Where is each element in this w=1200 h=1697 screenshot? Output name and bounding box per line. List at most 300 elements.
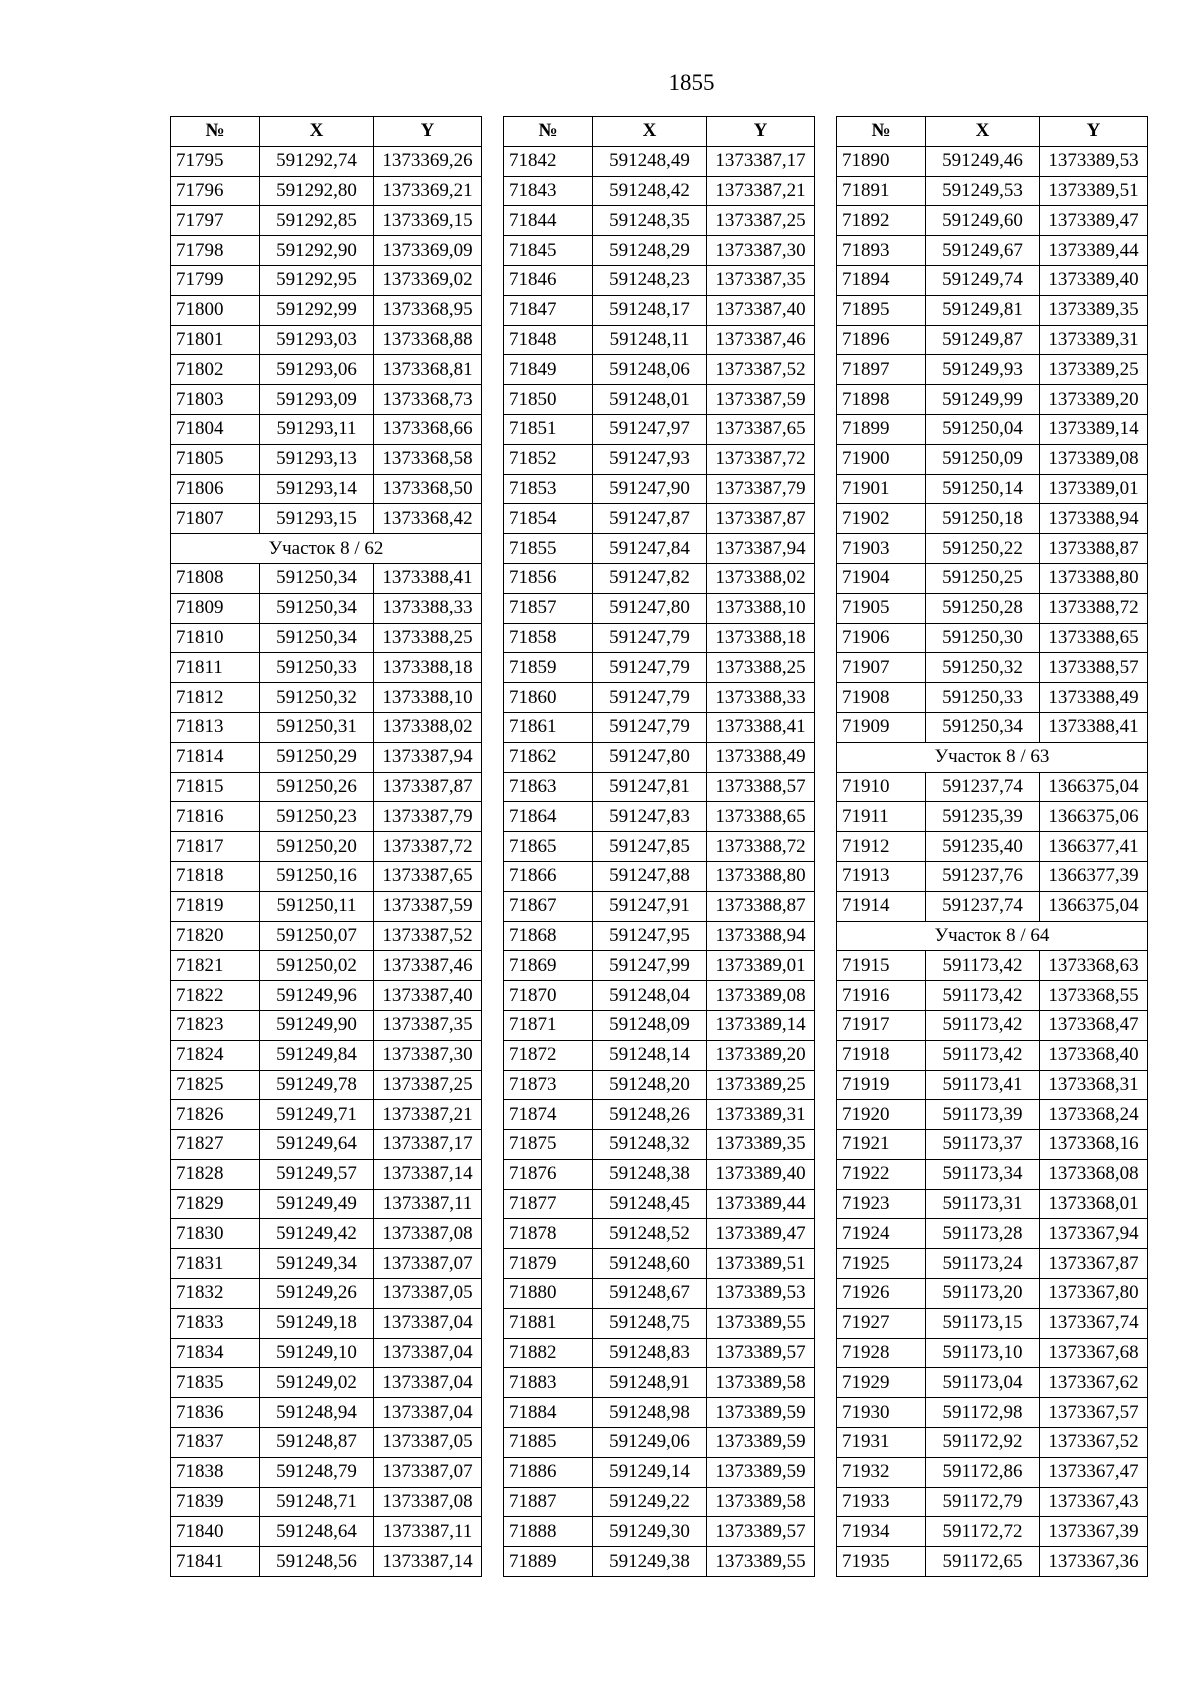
point-number: 71903 <box>837 534 926 564</box>
table-row <box>837 236 1148 266</box>
y-coordinate: 1373389,51 <box>1040 176 1148 206</box>
x-coordinate: 591249,87 <box>926 325 1040 355</box>
x-coordinate: 591292,80 <box>260 176 374 206</box>
point-number: 71914 <box>837 891 926 921</box>
point-number: 71893 <box>837 236 926 266</box>
y-coordinate: 1373389,47 <box>1040 206 1148 236</box>
x-coordinate: 591173,42 <box>926 1040 1040 1070</box>
x-coordinate: 591292,99 <box>260 295 374 325</box>
point-number: 71915 <box>837 951 926 981</box>
x-coordinate: 591247,85 <box>593 832 707 862</box>
y-coordinate: 1373387,40 <box>374 981 482 1011</box>
point-number: 71904 <box>837 563 926 593</box>
table-row <box>837 1010 1148 1040</box>
x-coordinate: 591173,20 <box>926 1279 1040 1309</box>
coordinates-table-2 <box>503 116 815 1577</box>
point-number: 71809 <box>171 593 260 623</box>
point-number: 71917 <box>837 1010 926 1040</box>
y-coordinate: 1373389,40 <box>707 1159 815 1189</box>
y-coordinate: 1373387,08 <box>374 1487 482 1517</box>
y-coordinate: 1373388,41 <box>1040 712 1148 742</box>
point-number: 71841 <box>171 1547 260 1577</box>
table-row <box>504 1398 815 1428</box>
section-row <box>837 742 1148 772</box>
table-row <box>171 891 482 921</box>
table-row <box>171 1040 482 1070</box>
y-coordinate: 1373388,80 <box>707 861 815 891</box>
point-number: 71845 <box>504 236 593 266</box>
x-coordinate: 591173,42 <box>926 951 1040 981</box>
table-row <box>837 1100 1148 1130</box>
x-coordinate: 591248,60 <box>593 1249 707 1279</box>
point-number: 71928 <box>837 1338 926 1368</box>
point-number: 71823 <box>171 1010 260 1040</box>
y-coordinate: 1373367,87 <box>1040 1249 1148 1279</box>
y-coordinate: 1373388,02 <box>707 563 815 593</box>
x-coordinate: 591248,32 <box>593 1130 707 1160</box>
table-row <box>171 802 482 832</box>
y-coordinate: 1373387,04 <box>374 1338 482 1368</box>
x-coordinate: 591248,06 <box>593 355 707 385</box>
table-row <box>171 1070 482 1100</box>
table-row <box>837 1338 1148 1368</box>
table-row <box>171 1428 482 1458</box>
table-row <box>504 593 815 623</box>
y-coordinate: 1373389,59 <box>707 1428 815 1458</box>
y-coordinate: 1373387,94 <box>707 534 815 564</box>
table-row <box>837 325 1148 355</box>
point-number: 71908 <box>837 683 926 713</box>
y-coordinate: 1373388,94 <box>1040 504 1148 534</box>
table-row <box>837 832 1148 862</box>
x-coordinate: 591173,34 <box>926 1159 1040 1189</box>
page-number: 1855 <box>668 70 715 95</box>
point-number: 71821 <box>171 951 260 981</box>
y-coordinate: 1373389,08 <box>707 981 815 1011</box>
x-coordinate: 591247,91 <box>593 891 707 921</box>
section-row <box>171 534 482 564</box>
x-coordinate: 591249,90 <box>260 1010 374 1040</box>
point-number: 71878 <box>504 1219 593 1249</box>
x-coordinate: 591249,53 <box>926 176 1040 206</box>
point-number: 71844 <box>504 206 593 236</box>
table-row <box>504 1547 815 1577</box>
y-coordinate: 1373389,14 <box>1040 414 1148 444</box>
section-title: Участок 8 / 62 <box>171 534 482 564</box>
y-coordinate: 1373388,33 <box>707 683 815 713</box>
table-row <box>504 176 815 206</box>
y-coordinate: 1373388,57 <box>707 772 815 802</box>
x-coordinate: 591172,98 <box>926 1398 1040 1428</box>
table-row <box>504 653 815 683</box>
table-row <box>837 385 1148 415</box>
point-number: 71924 <box>837 1219 926 1249</box>
table-row <box>171 504 482 534</box>
point-number: 71852 <box>504 444 593 474</box>
point-number: 71797 <box>171 206 260 236</box>
column-header-x: X <box>926 117 1040 147</box>
table-row <box>171 1487 482 1517</box>
table-row <box>837 593 1148 623</box>
y-coordinate: 1373388,80 <box>1040 563 1148 593</box>
x-coordinate: 591250,33 <box>926 683 1040 713</box>
table-row <box>171 474 482 504</box>
x-coordinate: 591247,79 <box>593 623 707 653</box>
y-coordinate: 1373389,40 <box>1040 265 1148 295</box>
point-number: 71827 <box>171 1130 260 1160</box>
x-coordinate: 591249,22 <box>593 1487 707 1517</box>
point-number: 71813 <box>171 712 260 742</box>
y-coordinate: 1373369,02 <box>374 265 482 295</box>
x-coordinate: 591173,10 <box>926 1338 1040 1368</box>
table-row <box>504 385 815 415</box>
y-coordinate: 1373389,58 <box>707 1368 815 1398</box>
point-number: 71806 <box>171 474 260 504</box>
x-coordinate: 591248,45 <box>593 1189 707 1219</box>
y-coordinate: 1373368,73 <box>374 385 482 415</box>
table-row <box>837 295 1148 325</box>
y-coordinate: 1373369,09 <box>374 236 482 266</box>
y-coordinate: 1373389,31 <box>1040 325 1148 355</box>
table-row <box>504 1249 815 1279</box>
x-coordinate: 591250,09 <box>926 444 1040 474</box>
y-coordinate: 1373387,11 <box>374 1189 482 1219</box>
point-number: 71868 <box>504 921 593 951</box>
y-coordinate: 1373387,17 <box>374 1130 482 1160</box>
x-coordinate: 591249,67 <box>926 236 1040 266</box>
point-number: 71869 <box>504 951 593 981</box>
table-row <box>504 1368 815 1398</box>
x-coordinate: 591250,34 <box>926 712 1040 742</box>
point-number: 71879 <box>504 1249 593 1279</box>
y-coordinate: 1373387,25 <box>374 1070 482 1100</box>
y-coordinate: 1373387,72 <box>374 832 482 862</box>
x-coordinate: 591293,03 <box>260 325 374 355</box>
point-number: 71807 <box>171 504 260 534</box>
y-coordinate: 1373389,01 <box>1040 474 1148 504</box>
point-number: 71831 <box>171 1249 260 1279</box>
y-coordinate: 1373389,25 <box>707 1070 815 1100</box>
x-coordinate: 591292,74 <box>260 146 374 176</box>
point-number: 71857 <box>504 593 593 623</box>
x-coordinate: 591248,52 <box>593 1219 707 1249</box>
x-coordinate: 591173,42 <box>926 981 1040 1011</box>
y-coordinate: 1373367,74 <box>1040 1308 1148 1338</box>
point-number: 71820 <box>171 921 260 951</box>
y-coordinate: 1373387,05 <box>374 1428 482 1458</box>
point-number: 71890 <box>837 146 926 176</box>
x-coordinate: 591248,09 <box>593 1010 707 1040</box>
y-coordinate: 1373387,21 <box>707 176 815 206</box>
x-coordinate: 591248,26 <box>593 1100 707 1130</box>
x-coordinate: 591248,42 <box>593 176 707 206</box>
point-number: 71810 <box>171 623 260 653</box>
point-number: 71933 <box>837 1487 926 1517</box>
y-coordinate: 1373388,41 <box>374 563 482 593</box>
point-number: 71902 <box>837 504 926 534</box>
x-coordinate: 591249,78 <box>260 1070 374 1100</box>
point-number: 71927 <box>837 1308 926 1338</box>
point-number: 71930 <box>837 1398 926 1428</box>
point-number: 71840 <box>171 1517 260 1547</box>
x-coordinate: 591249,14 <box>593 1457 707 1487</box>
point-number: 71812 <box>171 683 260 713</box>
point-number: 71901 <box>837 474 926 504</box>
y-coordinate: 1373369,26 <box>374 146 482 176</box>
point-number: 71853 <box>504 474 593 504</box>
table-row <box>171 1308 482 1338</box>
y-coordinate: 1373387,07 <box>374 1249 482 1279</box>
y-coordinate: 1373389,51 <box>707 1249 815 1279</box>
y-coordinate: 1373387,17 <box>707 146 815 176</box>
table-row <box>504 1159 815 1189</box>
table-row <box>171 1010 482 1040</box>
x-coordinate: 591250,16 <box>260 861 374 891</box>
table-row <box>171 265 482 295</box>
point-number: 71896 <box>837 325 926 355</box>
table-row <box>504 772 815 802</box>
table-row <box>504 921 815 951</box>
table-row <box>837 1398 1148 1428</box>
column-header-y: Y <box>1040 117 1148 147</box>
table-row <box>171 653 482 683</box>
table-row <box>504 1010 815 1040</box>
y-coordinate: 1373387,11 <box>374 1517 482 1547</box>
x-coordinate: 591249,96 <box>260 981 374 1011</box>
x-coordinate: 591247,79 <box>593 683 707 713</box>
x-coordinate: 591173,39 <box>926 1100 1040 1130</box>
table-row <box>837 653 1148 683</box>
y-coordinate: 1373368,66 <box>374 414 482 444</box>
x-coordinate: 591250,26 <box>260 772 374 802</box>
x-coordinate: 591247,87 <box>593 504 707 534</box>
table-row <box>504 236 815 266</box>
point-number: 71798 <box>171 236 260 266</box>
point-number: 71910 <box>837 772 926 802</box>
table-row <box>171 1279 482 1309</box>
table-row <box>504 414 815 444</box>
table-row <box>171 1249 482 1279</box>
x-coordinate: 591248,67 <box>593 1279 707 1309</box>
x-coordinate: 591248,64 <box>260 1517 374 1547</box>
x-coordinate: 591248,91 <box>593 1368 707 1398</box>
point-number: 71907 <box>837 653 926 683</box>
table-row <box>837 265 1148 295</box>
y-coordinate: 1373389,55 <box>707 1308 815 1338</box>
x-coordinate: 591293,06 <box>260 355 374 385</box>
y-coordinate: 1373387,05 <box>374 1279 482 1309</box>
x-coordinate: 591247,84 <box>593 534 707 564</box>
table-row <box>837 772 1148 802</box>
y-coordinate: 1373387,65 <box>374 861 482 891</box>
table-row <box>837 1368 1148 1398</box>
x-coordinate: 591248,79 <box>260 1457 374 1487</box>
point-number: 71934 <box>837 1517 926 1547</box>
point-number: 71865 <box>504 832 593 862</box>
point-number: 71926 <box>837 1279 926 1309</box>
point-number: 71919 <box>837 1070 926 1100</box>
y-coordinate: 1373389,31 <box>707 1100 815 1130</box>
y-coordinate: 1373368,63 <box>1040 951 1148 981</box>
table-row <box>504 951 815 981</box>
table-row <box>171 1100 482 1130</box>
column-header-y: Y <box>707 117 815 147</box>
x-coordinate: 591248,11 <box>593 325 707 355</box>
y-coordinate: 1366377,39 <box>1040 861 1148 891</box>
point-number: 71855 <box>504 534 593 564</box>
y-coordinate: 1373388,87 <box>707 891 815 921</box>
y-coordinate: 1373367,39 <box>1040 1517 1148 1547</box>
y-coordinate: 1373388,10 <box>374 683 482 713</box>
x-coordinate: 591250,04 <box>926 414 1040 444</box>
y-coordinate: 1373387,59 <box>374 891 482 921</box>
table-row <box>504 1070 815 1100</box>
x-coordinate: 591250,33 <box>260 653 374 683</box>
x-coordinate: 591173,41 <box>926 1070 1040 1100</box>
header-row <box>504 117 815 147</box>
y-coordinate: 1366375,04 <box>1040 772 1148 802</box>
y-coordinate: 1373387,46 <box>707 325 815 355</box>
point-number: 71935 <box>837 1547 926 1577</box>
table-row <box>504 891 815 921</box>
table-row <box>171 414 482 444</box>
point-number: 71819 <box>171 891 260 921</box>
point-number: 71916 <box>837 981 926 1011</box>
header-row <box>171 117 482 147</box>
y-coordinate: 1373389,20 <box>1040 385 1148 415</box>
y-coordinate: 1373388,87 <box>1040 534 1148 564</box>
point-number: 71931 <box>837 1428 926 1458</box>
y-coordinate: 1373388,65 <box>1040 623 1148 653</box>
y-coordinate: 1373388,72 <box>707 832 815 862</box>
x-coordinate: 591249,34 <box>260 1249 374 1279</box>
x-coordinate: 591250,31 <box>260 712 374 742</box>
point-number: 71803 <box>171 385 260 415</box>
x-coordinate: 591249,06 <box>593 1428 707 1458</box>
x-coordinate: 591249,64 <box>260 1130 374 1160</box>
point-number: 71872 <box>504 1040 593 1070</box>
y-coordinate: 1373388,49 <box>1040 683 1148 713</box>
point-number: 71886 <box>504 1457 593 1487</box>
table-row <box>171 146 482 176</box>
table-row <box>837 176 1148 206</box>
y-coordinate: 1373388,65 <box>707 802 815 832</box>
point-number: 71888 <box>504 1517 593 1547</box>
y-coordinate: 1373388,57 <box>1040 653 1148 683</box>
x-coordinate: 591250,20 <box>260 832 374 862</box>
y-coordinate: 1373389,08 <box>1040 444 1148 474</box>
point-number: 71932 <box>837 1457 926 1487</box>
table-row <box>504 832 815 862</box>
table-row <box>837 683 1148 713</box>
x-coordinate: 591249,10 <box>260 1338 374 1368</box>
y-coordinate: 1373369,21 <box>374 176 482 206</box>
point-number: 71882 <box>504 1338 593 1368</box>
y-coordinate: 1373387,65 <box>707 414 815 444</box>
y-coordinate: 1373388,02 <box>374 712 482 742</box>
y-coordinate: 1373367,62 <box>1040 1368 1148 1398</box>
x-coordinate: 591247,83 <box>593 802 707 832</box>
y-coordinate: 1373389,14 <box>707 1010 815 1040</box>
x-coordinate: 591250,23 <box>260 802 374 832</box>
point-number: 71811 <box>171 653 260 683</box>
x-coordinate: 591249,74 <box>926 265 1040 295</box>
table-row <box>837 1279 1148 1309</box>
point-number: 71856 <box>504 563 593 593</box>
x-coordinate: 591247,88 <box>593 861 707 891</box>
x-coordinate: 591172,79 <box>926 1487 1040 1517</box>
y-coordinate: 1373387,04 <box>374 1398 482 1428</box>
point-number: 71895 <box>837 295 926 325</box>
point-number: 71849 <box>504 355 593 385</box>
x-coordinate: 591173,42 <box>926 1010 1040 1040</box>
column-header-x: X <box>260 117 374 147</box>
x-coordinate: 591247,82 <box>593 563 707 593</box>
table-row <box>504 1189 815 1219</box>
coordinates-table-1 <box>170 116 482 1577</box>
x-coordinate: 591250,34 <box>260 593 374 623</box>
y-coordinate: 1373387,46 <box>374 951 482 981</box>
y-coordinate: 1373389,59 <box>707 1457 815 1487</box>
x-coordinate: 591292,95 <box>260 265 374 295</box>
table-row <box>837 1219 1148 1249</box>
point-number: 71877 <box>504 1189 593 1219</box>
table-row <box>837 1547 1148 1577</box>
table-row <box>837 1040 1148 1070</box>
point-number: 71911 <box>837 802 926 832</box>
point-number: 71894 <box>837 265 926 295</box>
x-coordinate: 591293,11 <box>260 414 374 444</box>
x-coordinate: 591248,01 <box>593 385 707 415</box>
y-coordinate: 1373388,10 <box>707 593 815 623</box>
table-row <box>171 355 482 385</box>
table-row <box>837 474 1148 504</box>
point-number: 71846 <box>504 265 593 295</box>
header-row <box>837 117 1148 147</box>
point-number: 71847 <box>504 295 593 325</box>
y-coordinate: 1373387,04 <box>374 1308 482 1338</box>
x-coordinate: 591248,83 <box>593 1338 707 1368</box>
point-number: 71836 <box>171 1398 260 1428</box>
x-coordinate: 591248,75 <box>593 1308 707 1338</box>
point-number: 71804 <box>171 414 260 444</box>
point-number: 71859 <box>504 653 593 683</box>
table-row <box>837 1457 1148 1487</box>
x-coordinate: 591249,93 <box>926 355 1040 385</box>
point-number: 71862 <box>504 742 593 772</box>
y-coordinate: 1373367,47 <box>1040 1457 1148 1487</box>
table-row <box>171 295 482 325</box>
point-number: 71843 <box>504 176 593 206</box>
table-row <box>504 1457 815 1487</box>
table-row <box>504 683 815 713</box>
x-coordinate: 591249,49 <box>260 1189 374 1219</box>
y-coordinate: 1373388,41 <box>707 712 815 742</box>
y-coordinate: 1373387,35 <box>374 1010 482 1040</box>
y-coordinate: 1373368,58 <box>374 444 482 474</box>
x-coordinate: 591292,85 <box>260 206 374 236</box>
table-row <box>837 1428 1148 1458</box>
y-coordinate: 1373387,25 <box>707 206 815 236</box>
point-number: 71863 <box>504 772 593 802</box>
y-coordinate: 1373367,52 <box>1040 1428 1148 1458</box>
x-coordinate: 591248,38 <box>593 1159 707 1189</box>
point-number: 71822 <box>171 981 260 1011</box>
x-coordinate: 591172,72 <box>926 1517 1040 1547</box>
point-number: 71913 <box>837 861 926 891</box>
point-number: 71848 <box>504 325 593 355</box>
table-row <box>504 355 815 385</box>
